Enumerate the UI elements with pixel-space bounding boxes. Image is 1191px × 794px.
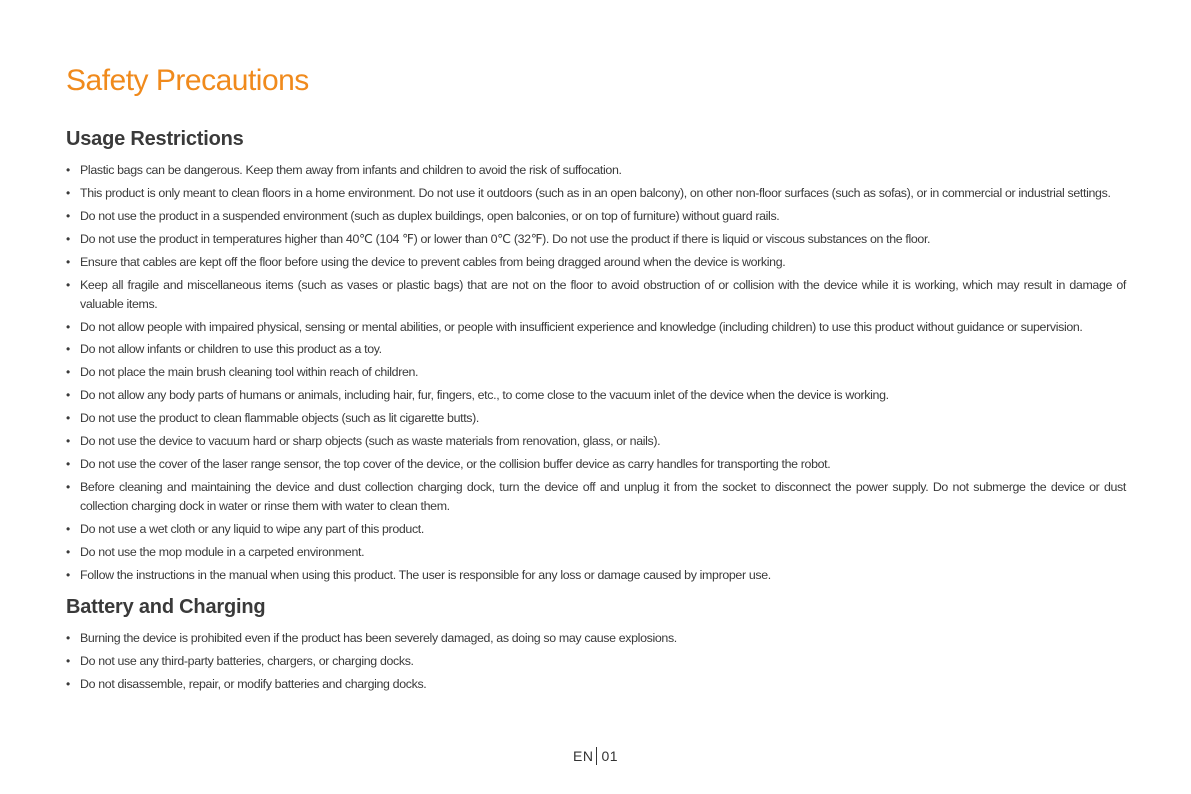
list-item-text: Do not use the product in temperatures higher than 40℃ (104 ℉) or lower than 0℃ (32℉). Do not use the product if there is liquid or viscous substances on the floor. [80,231,931,246]
usage-restrictions-list [66,161,1126,585]
list-item [66,520,1126,539]
bullet-icon: • [66,342,70,357]
list-item [66,386,1126,405]
list-item [66,363,1126,382]
bullet-icon: • [66,480,70,495]
list-item [66,184,1126,203]
battery-and-charging-list [66,629,1126,694]
list-item [66,629,1126,648]
bullet-icon: • [66,254,70,269]
list-item-text: Do not use the device to vacuum hard or sharp objects (such as waste materials from renovation, glass, or nails). [80,434,661,449]
list-item-text: Ensure that cables are kept off the floor before using the device to prevent cables from being dragged around when the device is working. [80,254,786,269]
list-item [66,230,1126,249]
bullet-icon: • [66,365,70,380]
list-item [66,253,1126,272]
section-title-usage-restrictions: Usage Restrictions [66,128,244,150]
list-item-text: Burning the device is prohibited even if the product has been severely damaged, as doing so may cause explosions. [80,630,677,645]
section-title-battery-and-charging: Battery and Charging [66,595,266,618]
list-item-text: Before cleaning and maintaining the device and dust collection charging dock, turn the device off and unplug it from the socket to disconnect the power supply. Do not submerge the device or dust collection charging dock in water or rinse them with water to clean them. [80,480,1126,513]
list-item [66,543,1126,562]
footer-language: EN [572,748,594,764]
bullet-icon: • [66,434,70,449]
footer-separator [596,747,597,765]
list-item [66,455,1126,474]
bullet-icon: • [66,231,70,246]
list-item-text: Keep all fragile and miscellaneous items (such as vases or plastic bags) that are not on the floor to avoid obstruction of or collision with the device while it is working, which may result in damage of valuable items. [80,277,1126,311]
bullet-icon: • [66,653,70,668]
bullet-icon: • [66,521,70,536]
bullet-icon: • [66,388,70,403]
bullet-icon: • [66,567,70,582]
list-item-text: Do not disassemble, repair, or modify batteries and charging docks. [80,676,427,691]
list-item [66,432,1126,451]
bullet-icon: • [66,277,70,292]
manual-page [66,62,1126,697]
list-item [66,566,1126,585]
list-item-text: Do not use the mop module in a carpeted environment. [80,544,365,559]
list-item [66,318,1126,337]
footer-page-number: 01 [601,748,619,764]
list-item [66,652,1126,671]
list-item-text: Do not allow infants or children to use this product as a toy. [80,342,382,357]
list-item [66,675,1126,694]
page-footer [0,746,1191,766]
bullet-icon: • [66,208,70,223]
list-item-text: Follow the instructions in the manual when using this product. The user is responsible for any loss or damage caused by improper use. [80,567,771,582]
list-item [66,340,1126,359]
list-item [66,276,1126,313]
page-title: Safety Precautions [66,64,309,97]
list-item-text: This product is only meant to clean floors in a home environment. Do not use it outdoors (such as in an open balcony), on other non-floor surfaces (such as sofas), or in commercial or industrial settings. [80,185,1111,200]
list-item-text: Do not allow people with impaired physical, sensing or mental abilities, or people with insufficient experience and knowledge (including children) to use this product without guidance or supervision. [80,319,1083,334]
bullet-icon: • [66,411,70,426]
list-item-text: Do not use a wet cloth or any liquid to wipe any part of this product. [80,521,424,536]
list-item-text: Do not use the cover of the laser range sensor, the top cover of the device, or the collision buffer device as carry handles for transporting the robot. [80,457,831,472]
bullet-icon: • [66,544,70,559]
list-item [66,207,1126,226]
list-item-text: Do not use any third-party batteries, chargers, or charging docks. [80,653,414,668]
list-item [66,409,1126,428]
bullet-icon: • [66,676,70,691]
list-item [66,161,1126,180]
bullet-icon: • [66,630,70,645]
list-item-text: Plastic bags can be dangerous. Keep them away from infants and children to avoid the risk of suffocation. [80,163,622,177]
bullet-icon: • [66,319,70,334]
list-item [66,478,1126,515]
list-item-text: Do not use the product to clean flammable objects (such as lit cigarette butts). [80,411,480,426]
list-item-text: Do not allow any body parts of humans or animals, including hair, fur, fingers, etc., to come close to the vacuum inlet of the device when the device is working. [80,388,889,403]
list-item-text: Do not place the main brush cleaning tool within reach of children. [80,365,419,380]
bullet-icon: • [66,163,70,177]
bullet-icon: • [66,457,70,472]
list-item-text: Do not use the product in a suspended environment (such as duplex buildings, open balconies, or on top of furniture) without guard rails. [80,208,780,223]
bullet-icon: • [66,185,70,200]
